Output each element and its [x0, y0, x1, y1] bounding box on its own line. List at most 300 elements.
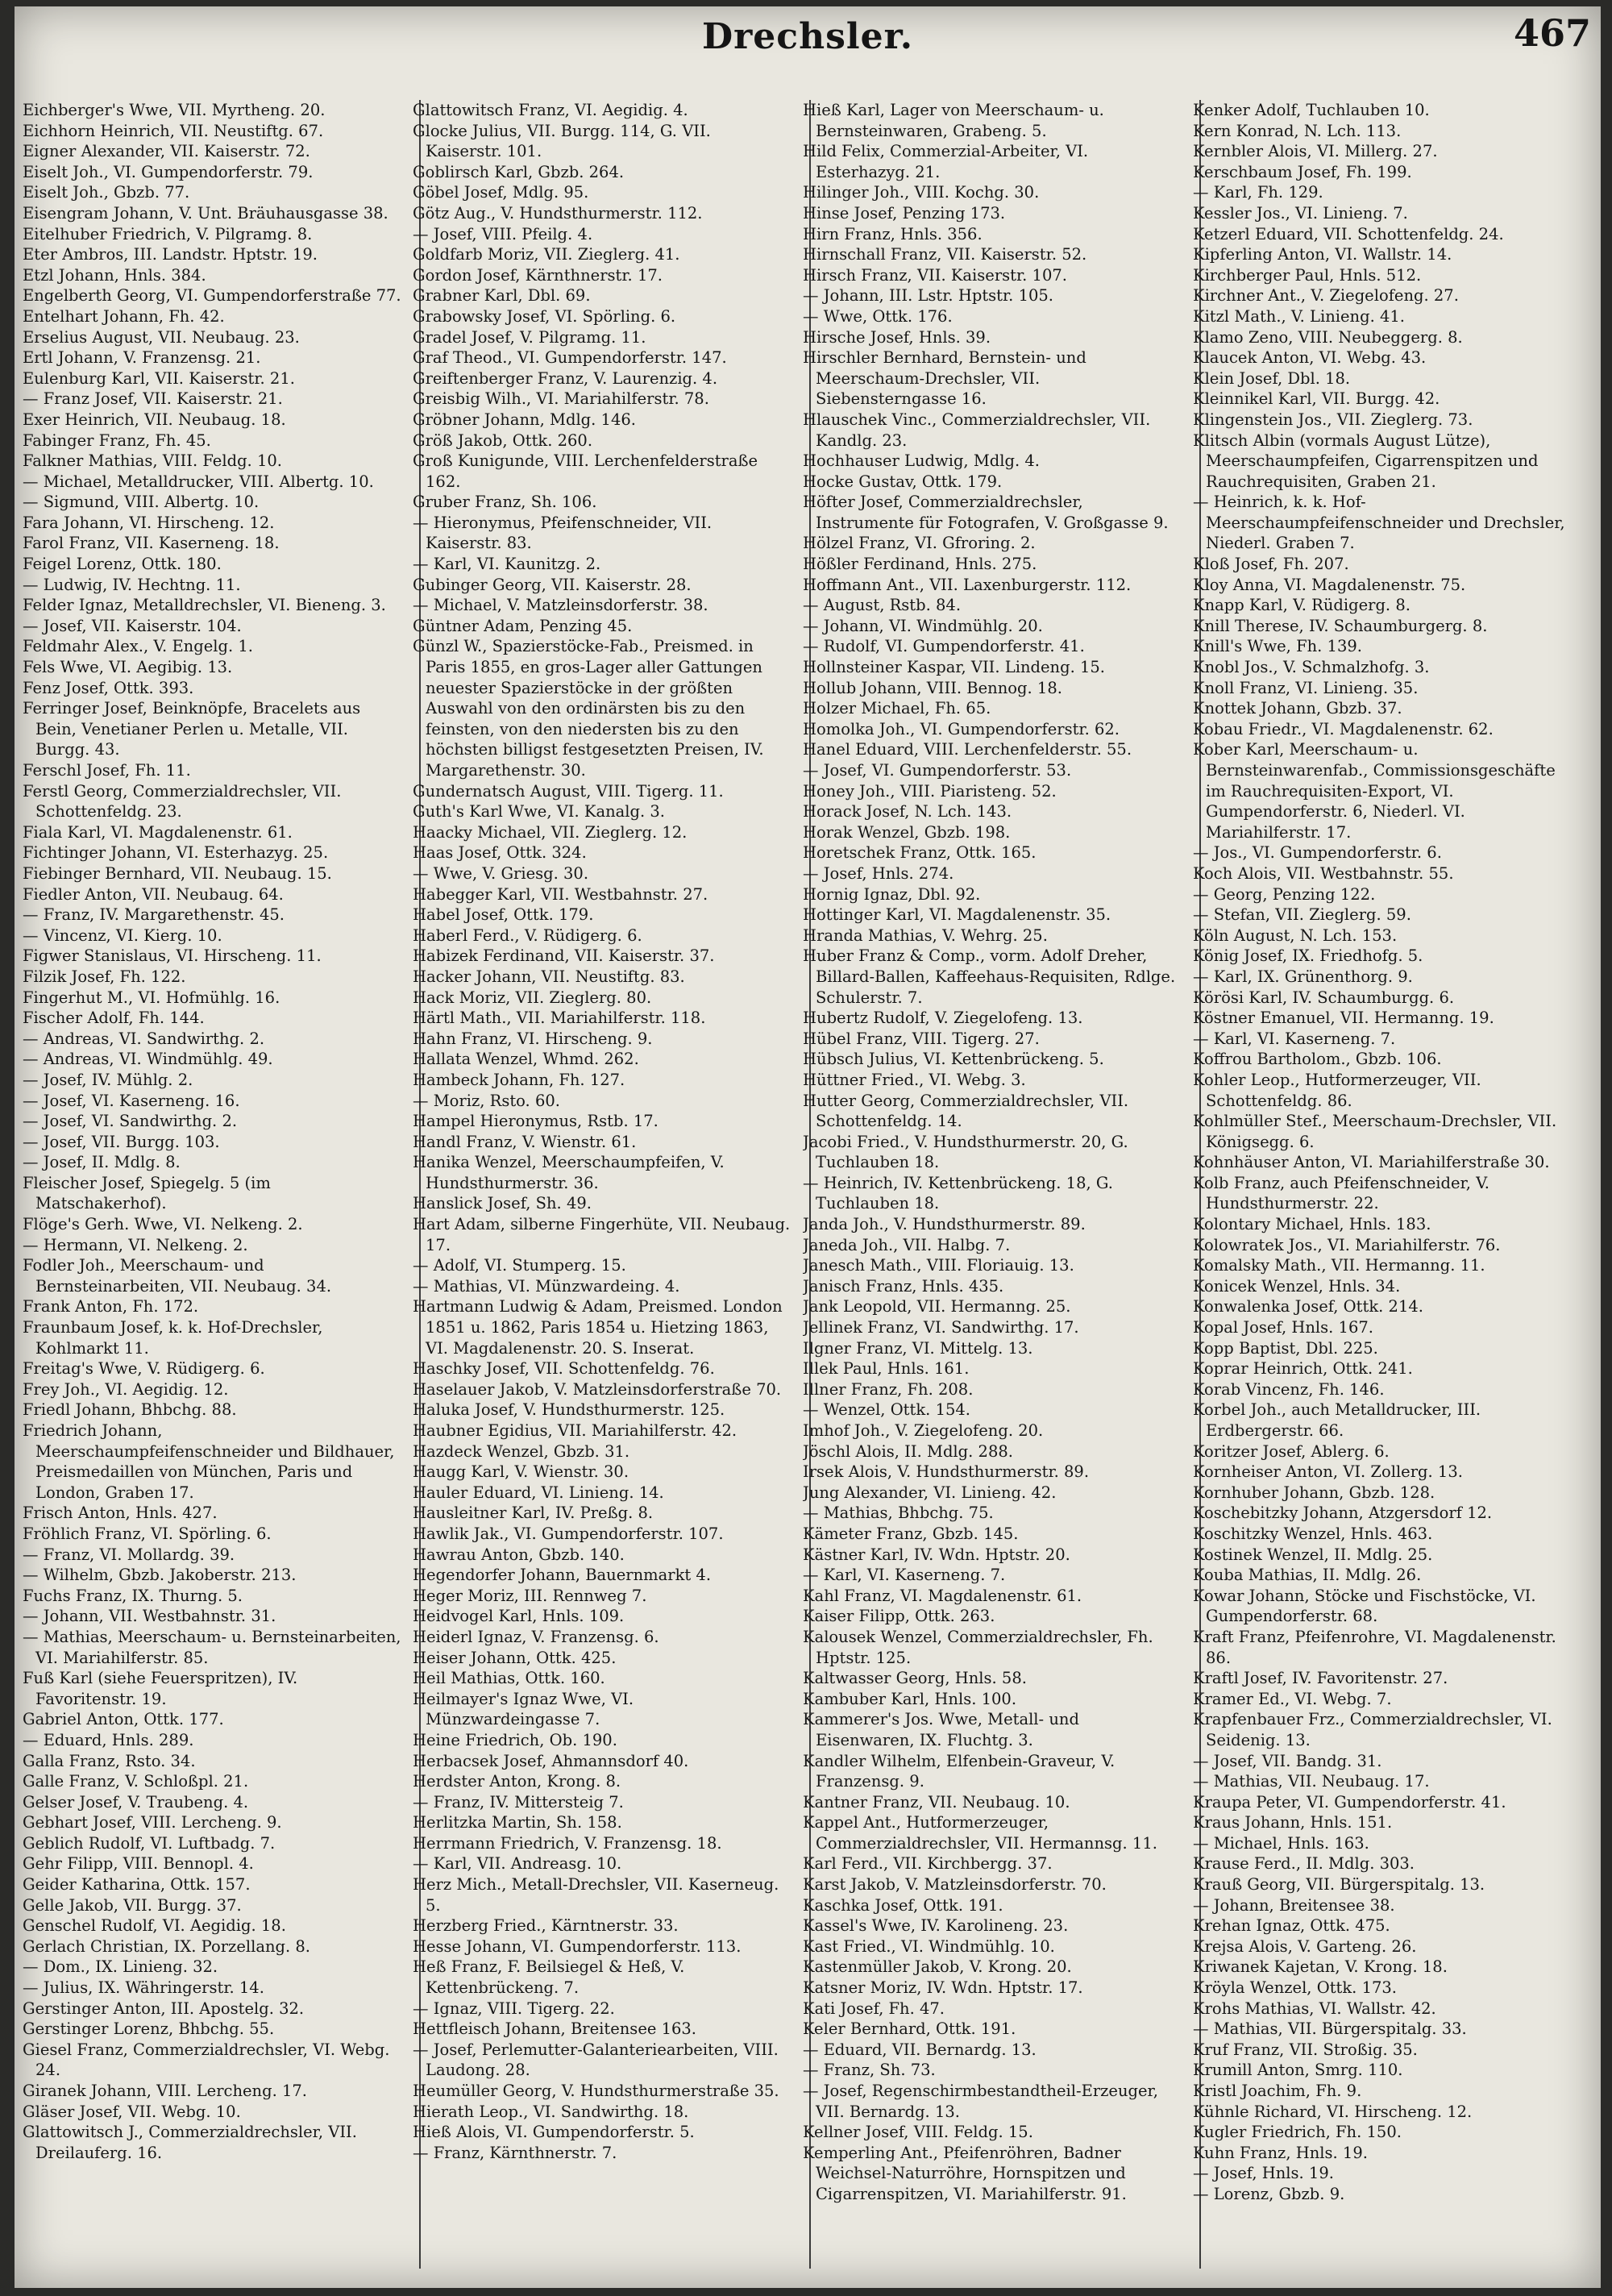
directory-entry: Feldmahr Alex., V. Engelg. 1. [23, 637, 253, 656]
directory-entry: Kraftl Josef, IV. Favoritenstr. 27. [1193, 1669, 1448, 1688]
directory-entry: Konicek Wenzel, Hnls. 34. [1193, 1276, 1401, 1296]
directory-entry: Größ Jakob, Ottk. 260. [413, 430, 593, 450]
directory-entry: Hranda Mathias, V. Wehrg. 25. [803, 925, 1048, 945]
directory-entry: Fiebinger Bernhard, VII. Neubaug. 15. [23, 863, 332, 883]
directory-entry: Hößler Ferdinand, Hnls. 275. [803, 555, 1037, 574]
directory-entry: Koch Alois, VII. Westbahnstr. 55. [1193, 863, 1454, 883]
directory-entry: Herz Mich., Metall-Drechsler, VII. Kaserneug. 5. [413, 1875, 779, 1915]
directory-entry: Hübsch Julius, VI. Kettenbrückeng. 5. [803, 1050, 1104, 1069]
directory-entry: Hirn Franz, Hnls. 356. [803, 224, 983, 243]
directory-entry: Hampel Hieronymus, Rstb. 17. [413, 1112, 659, 1131]
directory-entry: — Mathias, VI. Münzwardeing. 4. [413, 1276, 680, 1296]
directory-entry: Etzl Johann, Hnls. 384. [23, 265, 206, 285]
directory-entry: Kober Karl, Meerschaum- u. Bernsteinwarenfab., Commissionsgeschäfte im Rauchrequisiten-Export, VI. Gumpendorferstr. 6, Niederl. VI. Mariahilferstr. 17. [1193, 740, 1556, 842]
directory-entry: Huber Franz & Comp., vorm. Adolf Dreher, Billard-Ballen, Kaffeehaus-Requisiten, Rdlge. Schulerstr. 7. [803, 946, 1176, 1007]
directory-entry: Greiftenberger Franz, V. Laurenzig. 4. [413, 368, 718, 388]
directory-entry: Kämeter Franz, Gbzb. 145. [803, 1524, 1019, 1543]
directory-entry: Jöschl Alois, II. Mdlg. 288. [803, 1441, 1013, 1461]
page-number: 467 [1513, 11, 1591, 55]
directory-entry: Kitzl Math., V. Linieng. 41. [1193, 306, 1405, 326]
directory-entry: Kappel Ant., Hutformerzeuger, Commerzialdrechsler, VII. Hermannsg. 11. [803, 1813, 1157, 1853]
directory-entry: Kantner Franz, VII. Neubaug. 10. [803, 1792, 1070, 1811]
directory-entry: — Mathias, VII. Neubaug. 17. [1193, 1772, 1430, 1791]
directory-column-3 [803, 100, 1182, 2269]
directory-entry: Haas Josef, Ottk. 324. [413, 843, 587, 863]
directory-entry: Gelle Jakob, VII. Burgg. 37. [23, 1895, 242, 1915]
directory-entry: Heil Mathias, Ottk. 160. [413, 1669, 605, 1688]
directory-entry: Kaschka Josef, Ottk. 191. [803, 1895, 1003, 1915]
directory-entry: Eichberger's Wwe, VII. Myrtheng. 20. [23, 101, 326, 119]
directory-entry: Klein Josef, Dbl. 18. [1193, 368, 1351, 388]
directory-entry: — Andreas, VI. Windmühlg. 49. [23, 1050, 273, 1069]
directory-entry: — Josef, VII. Kaiserstr. 104. [23, 616, 242, 635]
directory-entry: Haubner Egidius, VII. Mariahilferstr. 42. [413, 1421, 737, 1440]
directory-entry: Krohs Mathias, VI. Wallstr. 42. [1193, 1999, 1436, 2018]
directory-entry: — Rudolf, VI. Gumpendorferstr. 41. [803, 637, 1085, 656]
directory-entry: Gruber Franz, Sh. 106. [413, 493, 597, 512]
directory-entry: Irsek Alois, V. Hundsthurmerstr. 89. [803, 1462, 1090, 1482]
directory-entry: Friedl Johann, Bhbchg. 88. [23, 1400, 237, 1420]
directory-entry: Feigel Lorenz, Ottk. 180. [23, 555, 222, 574]
directory-entry: — Josef, Regenschirmbestandtheil-Erzeuger, VII. Bernardg. 13. [803, 2082, 1158, 2121]
directory-entry: — Lorenz, Gbzb. 9. [1193, 2184, 1345, 2203]
directory-entry: — Karl, VI. Kaserneng. 7. [1193, 1029, 1396, 1048]
directory-entry: Kristl Joachim, Fh. 9. [1193, 2082, 1362, 2100]
directory-entry: Knill's Wwe, Fh. 139. [1193, 637, 1362, 656]
directory-entry: Heine Friedrich, Ob. 190. [413, 1730, 617, 1749]
directory-entry: Fels Wwe, VI. Aegibig. 13. [23, 658, 233, 677]
directory-entry: Gabriel Anton, Ottk. 177. [23, 1710, 224, 1729]
directory-entry: Eitelhuber Friedrich, V. Pilgramg. 8. [23, 224, 313, 243]
directory-entry: Jung Alexander, VI. Linieng. 42. [803, 1483, 1057, 1502]
directory-entry: Kahl Franz, VI. Magdalenenstr. 61. [803, 1586, 1082, 1605]
directory-entry: Exer Heinrich, VII. Neubaug. 18. [23, 410, 286, 429]
directory-entry: Fabinger Franz, Fh. 45. [23, 430, 211, 450]
directory-entry: — Stefan, VII. Zieglerg. 59. [1193, 905, 1411, 925]
directory-entry: Grabner Karl, Dbl. 69. [413, 286, 591, 306]
directory-entry: — Michael, Metalldrucker, VIII. Albertg. 10. [23, 472, 374, 491]
directory-entry: Kati Josef, Fh. 47. [803, 1999, 945, 2018]
directory-entry: Karl Ferd., VII. Kirchbergg. 37. [803, 1854, 1053, 1874]
directory-entry: Heilmayer's Ignaz Wwe, VI. Münzwardeingasse 7. [413, 1689, 634, 1729]
directory-entry: Fuchs Franz, IX. Thurng. 5. [23, 1586, 243, 1605]
directory-entry: Engelberth Georg, VI. Gumpendorferstraße 77. [23, 286, 401, 306]
directory-entry: Gelser Josef, V. Traubeng. 4. [23, 1792, 249, 1811]
directory-entry: Komalsky Math., VII. Hermanng. 11. [1193, 1256, 1485, 1275]
directory-entry: — Josef, VII. Bandg. 31. [1193, 1751, 1382, 1770]
directory-entry: — Karl, Fh. 129. [1193, 183, 1323, 202]
directory-entry: Hart Adam, silberne Fingerhüte, VII. Neubaug. 17. [413, 1215, 791, 1254]
directory-entry: Fara Johann, VI. Hirscheng. 12. [23, 513, 275, 532]
directory-entry: Frey Joh., VI. Aegidig. 12. [23, 1379, 229, 1399]
directory-entry: Katsner Moriz, IV. Wdn. Hptstr. 17. [803, 1978, 1083, 1998]
directory-entry: — Josef, VI. Kaserneng. 16. [23, 1091, 240, 1110]
directory-entry: Korab Vincenz, Fh. 146. [1193, 1379, 1385, 1399]
directory-entry: — Sigmund, VIII. Albertg. 10. [23, 493, 260, 512]
directory-entry: Graf Theod., VI. Gumpendorferstr. 147. [413, 348, 727, 368]
directory-entry: Herdster Anton, Krong. 8. [413, 1772, 621, 1791]
directory-columns [23, 100, 1574, 2269]
directory-entry: Ilgner Franz, VI. Mittelg. 13. [803, 1338, 1033, 1358]
directory-entry: Krejsa Alois, V. Garteng. 26. [1193, 1936, 1417, 1956]
directory-entry: Kolontary Michael, Hnls. 183. [1193, 1215, 1431, 1234]
directory-entry: Janesch Math., VIII. Floriauig. 13. [803, 1256, 1074, 1275]
directory-entry: Entelhart Johann, Fh. 42. [23, 306, 225, 326]
directory-entry: Hlauschek Vinc., Commerzialdrechsler, VII. Kandlg. 23. [803, 410, 1151, 450]
directory-entry: Kühnle Richard, VI. Hirscheng. 12. [1193, 2102, 1473, 2121]
directory-entry: Kopal Josef, Hnls. 167. [1193, 1318, 1373, 1337]
directory-entry: Kaltwasser Georg, Hnls. 58. [803, 1669, 1027, 1688]
directory-entry: Geider Katharina, Ottk. 157. [23, 1875, 251, 1895]
directory-entry: Köstner Emanuel, VII. Hermanng. 19. [1193, 1009, 1494, 1028]
directory-entry: Giranek Johann, VIII. Lercheng. 17. [23, 2082, 307, 2100]
directory-entry: Kloy Anna, VI. Magdalenenstr. 75. [1193, 575, 1466, 594]
directory-entry: Hawrau Anton, Gbzb. 140. [413, 1545, 625, 1564]
directory-entry: Hornig Ignaz, Dbl. 92. [803, 884, 981, 904]
directory-entry: Janisch Franz, Hnls. 435. [803, 1276, 1004, 1296]
directory-entry: — Michael, Hnls. 163. [1193, 1833, 1369, 1853]
directory-entry: Fuß Karl (siehe Feuerspritzen), IV. Favoritenstr. 19. [23, 1669, 298, 1708]
directory-entry: Frisch Anton, Hnls. 427. [23, 1504, 218, 1523]
directory-entry: Guth's Karl Wwe, VI. Kanalg. 3. [413, 802, 665, 821]
directory-entry: Flöge's Gerh. Wwe, VI. Nelkeng. 2. [23, 1215, 303, 1234]
directory-entry: Erselius August, VII. Neubaug. 23. [23, 327, 300, 347]
directory-entry: — Franz, Kärnthnerstr. 7. [413, 2143, 617, 2162]
directory-entry: Fraunbaum Josef, k. k. Hof-Drechsler, Kohlmarkt 11. [23, 1318, 323, 1358]
directory-entry: — August, Rstb. 84. [803, 596, 962, 615]
directory-entry: Hirnschall Franz, VII. Kaiserstr. 52. [803, 245, 1087, 264]
directory-entry: Herrmann Friedrich, V. Franzensg. 18. [413, 1833, 722, 1853]
directory-entry: Kramer Ed., VI. Webg. 7. [1193, 1689, 1392, 1708]
directory-entry: Krapfenbauer Frz., Commerzialdrechsler, VI. Seidenig. 13. [1193, 1710, 1552, 1749]
directory-entry: Kandler Wilhelm, Elfenbein-Graveur, V. Franzensg. 9. [803, 1751, 1116, 1791]
directory-entry: Kipferling Anton, VI. Wallstr. 14. [1193, 245, 1452, 264]
directory-entry: Kemperling Ant., Pfeifenröhren, Badner Weichsel-Naturröhre, Hornspitzen und Cigarrenspitzen, VI. Mariahilferstr. 91. [803, 2143, 1127, 2203]
directory-entry: Galle Franz, V. Schloßpl. 21. [23, 1772, 249, 1791]
directory-entry: Körösi Karl, IV. Schaumburgg. 6. [1193, 988, 1455, 1007]
directory-entry: Hack Moriz, VII. Zieglerg. 80. [413, 988, 652, 1007]
directory-entry: Eulenburg Karl, VII. Kaiserstr. 21. [23, 368, 295, 388]
directory-entry: Kästner Karl, IV. Wdn. Hptstr. 20. [803, 1545, 1070, 1564]
directory-entry: — Josef, IV. Mühlg. 2. [23, 1070, 193, 1089]
directory-entry: — Wilhelm, Gbzb. Jakoberstr. 213. [23, 1566, 297, 1585]
directory-entry: Kambuber Karl, Hnls. 100. [803, 1689, 1017, 1708]
directory-entry: Hirschler Bernhard, Bernstein- und Meerschaum-Drechsler, VII. Siebensterngasse 16. [803, 348, 1086, 409]
directory-entry: Kraupa Peter, VI. Gumpendorferstr. 41. [1193, 1792, 1506, 1811]
directory-entry: Kellner Josef, VIII. Feldg. 15. [803, 2123, 1033, 2142]
directory-entry: Friedrich Johann, Meerschaumpfeifenschneider und Bildhauer, Preismedaillen von München, Paris und London, Graben 17. [23, 1421, 395, 1502]
directory-entry: Jacobi Fried., V. Hundsthurmerstr. 20, G. Tuchlauben 18. [803, 1132, 1128, 1172]
directory-entry: Kuhn Franz, Hnls. 19. [1193, 2143, 1368, 2162]
directory-entry: Herzberg Fried., Kärntnerstr. 33. [413, 1916, 679, 1936]
directory-entry: — Karl, VI. Kaunitzg. 2. [413, 555, 601, 574]
directory-entry: Krauß Georg, VII. Bürgerspitalg. 13. [1193, 1875, 1485, 1895]
directory-entry: Eichhorn Heinrich, VII. Neustiftg. 67. [23, 121, 324, 140]
directory-entry: Kornheiser Anton, VI. Zollerg. 13. [1193, 1462, 1463, 1482]
directory-entry: — Franz, IV. Mittersteig 7. [413, 1792, 624, 1811]
directory-entry: Kast Fried., VI. Windmühlg. 10. [803, 1936, 1055, 1956]
directory-entry: — Heinrich, k. k. Hof-Meerschaumpfeifenschneider und Drechsler, Niederl. Graben 7. [1193, 493, 1565, 553]
directory-entry: — Josef, VII. Burgg. 103. [23, 1132, 220, 1151]
directory-entry: Haacky Michael, VII. Zieglerg. 12. [413, 822, 688, 842]
directory-entry: Eiselt Joh., Gbzb. 77. [23, 183, 190, 202]
directory-entry: Kriwanek Kajetan, V. Krong. 18. [1193, 1957, 1448, 1977]
directory-entry: Ertl Johann, V. Franzensg. 21. [23, 348, 261, 368]
directory-entry: — Wwe, V. Griesg. 30. [413, 863, 589, 883]
directory-entry: — Franz, Sh. 73. [803, 2061, 936, 2080]
directory-entry: — Ludwig, IV. Hechtng. 11. [23, 575, 241, 594]
directory-entry: Kohlmüller Stef., Meerschaum-Drechsler, VII. Königsegg. 6. [1193, 1112, 1557, 1151]
directory-entry: Heumüller Georg, V. Hundsthurmerstraße 35. [413, 2082, 779, 2100]
directory-entry: Hierath Leop., VI. Sandwirthg. 18. [413, 2102, 689, 2121]
directory-entry: Haschky Josef, VII. Schottenfeldg. 76. [413, 1359, 715, 1379]
directory-entry: — Josef, VI. Gumpendorferstr. 53. [803, 761, 1072, 780]
directory-entry: — Julius, IX. Währingerstr. 14. [23, 1978, 264, 1998]
directory-entry: Kopp Baptist, Dbl. 225. [1193, 1338, 1378, 1358]
directory-entry: — Ignaz, VIII. Tigerg. 22. [413, 1999, 615, 2018]
directory-entry: Kugler Friedrich, Fh. 150. [1193, 2123, 1402, 2142]
directory-entry: — Moriz, Rsto. 60. [413, 1091, 560, 1110]
directory-entry: — Eduard, VII. Bernardg. 13. [803, 2040, 1037, 2059]
directory-entry: Farol Franz, VII. Kaserneng. 18. [23, 534, 280, 553]
directory-entry: — Josef, Hnls. 274. [803, 863, 954, 883]
directory-entry: Krumill Anton, Smrg. 110. [1193, 2061, 1403, 2080]
directory-entry: Kohnhäuser Anton, VI. Mariahilferstraße 30. [1193, 1153, 1550, 1172]
directory-entry: — Johann, III. Lstr. Hptstr. 105. [803, 286, 1053, 306]
directory-entry: Eter Ambros, III. Landstr. Hptstr. 19. [23, 245, 318, 264]
directory-entry: Kessler Jos., VI. Linieng. 7. [1193, 203, 1408, 223]
directory-entry: Hacker Johann, VII. Neustiftg. 83. [413, 967, 685, 986]
directory-entry: Filzik Josef, Fh. 122. [23, 967, 186, 986]
directory-entry: Hettfleisch Johann, Breitensee 163. [413, 2019, 697, 2039]
directory-entry: Herbacsek Josef, Ahmannsdorf 40. [413, 1751, 689, 1770]
directory-entry: Groß Kunigunde, VIII. Lerchenfelderstraße 162. [413, 451, 758, 491]
directory-entry: Konwalenka Josef, Ottk. 214. [1193, 1297, 1423, 1316]
directory-entry: Janda Joh., V. Hundsthurmerstr. 89. [803, 1215, 1086, 1234]
directory-entry: — Wenzel, Ottk. 154. [803, 1400, 970, 1420]
directory-entry: Kerschbaum Josef, Fh. 199. [1193, 162, 1412, 181]
directory-entry: — Eduard, Hnls. 289. [23, 1730, 194, 1749]
directory-entry: Knapp Karl, V. Rüdigerg. 8. [1193, 596, 1410, 615]
directory-entry: Eiselt Joh., VI. Gumpendorferstr. 79. [23, 162, 314, 181]
directory-entry: Horack Josef, N. Lch. 143. [803, 802, 1012, 821]
directory-entry: Haselauer Jakob, V. Matzleinsdorferstraße 70. [413, 1379, 782, 1399]
page-title: Drechsler. [701, 16, 914, 57]
directory-entry: Hanslick Josef, Sh. 49. [413, 1194, 592, 1213]
directory-entry: Knill Therese, IV. Schaumburgerg. 8. [1193, 616, 1488, 635]
directory-entry: Knobl Jos., V. Schmalzhofg. 3. [1193, 658, 1430, 677]
directory-entry: Kalousek Wenzel, Commerzialdrechsler, Fh. Hptstr. 125. [803, 1627, 1153, 1667]
directory-entry: Hocke Gustav, Ottk. 179. [803, 472, 1003, 491]
directory-entry: — Hieronymus, Pfeifenschneider, VII. Kaiserstr. 83. [413, 513, 713, 553]
directory-entry: Krehan Ignaz, Ottk. 475. [1193, 1916, 1390, 1936]
directory-entry: Haugg Karl, V. Wienstr. 30. [413, 1462, 629, 1482]
directory-entry: Koffrou Bartholom., Gbzb. 106. [1193, 1050, 1442, 1069]
directory-entry: Kirchner Ant., V. Ziegelofeng. 27. [1193, 286, 1459, 306]
directory-entry: Freitag's Wwe, V. Rüdigerg. 6. [23, 1359, 265, 1379]
directory-entry: Hölzel Franz, VI. Gfroring. 2. [803, 534, 1036, 553]
directory-entry: Gebhart Josef, VIII. Lercheng. 9. [23, 1813, 282, 1832]
directory-entry: Kouba Mathias, II. Mdlg. 26. [1193, 1566, 1422, 1585]
directory-entry: Güntner Adam, Penzing 45. [413, 616, 633, 635]
directory-entry: Koschitzky Wenzel, Hnls. 463. [1193, 1524, 1433, 1543]
directory-entry: Hollub Johann, VIII. Bennog. 18. [803, 678, 1062, 697]
directory-entry: Götz Aug., V. Hundsthurmerstr. 112. [413, 203, 703, 223]
directory-entry: — Karl, VI. Kaserneng. 7. [803, 1566, 1006, 1585]
directory-entry: Fodler Joh., Meerschaum- und Bernsteinarbeiten, VII. Neubaug. 34. [23, 1256, 332, 1296]
directory-entry: Hüttner Fried., VI. Webg. 3. [803, 1070, 1026, 1089]
directory-entry: Koprar Heinrich, Ottk. 241. [1193, 1359, 1413, 1379]
directory-entry: — Franz, VI. Mollardg. 39. [23, 1545, 235, 1564]
directory-entry: — Mathias, Meerschaum- u. Bernsteinarbeiten, VI. Mariahilferstr. 85. [23, 1627, 401, 1667]
directory-entry: Kruf Franz, VII. Stroßig. 35. [1193, 2040, 1418, 2059]
directory-entry: Heidvogel Karl, Hnls. 109. [413, 1607, 625, 1626]
directory-entry: Gröbner Johann, Mdlg. 146. [413, 410, 636, 429]
directory-entry: Kostinek Wenzel, II. Mdlg. 25. [1193, 1545, 1433, 1564]
directory-entry: Glattowitsch Franz, VI. Aegidig. 4. [413, 101, 688, 119]
directory-entry: — Georg, Penzing 122. [1193, 884, 1376, 904]
directory-entry: — Heinrich, IV. Kettenbrückeng. 18, G. Tuchlauben 18. [803, 1173, 1113, 1213]
directory-entry: Hild Felix, Commerzial-Arbeiter, VI. Esterhazyg. 21. [803, 142, 1089, 181]
directory-entry: Hochhauser Ludwig, Mdlg. 4. [803, 451, 1041, 471]
directory-entry: Kraft Franz, Pfeifenrohre, VI. Magdalenenstr. 86. [1193, 1627, 1556, 1667]
directory-entry: Horak Wenzel, Gbzb. 198. [803, 822, 1011, 842]
directory-entry: — Adolf, VI. Stumperg. 15. [413, 1256, 626, 1275]
directory-entry: — Johann, VII. Westbahnstr. 31. [23, 1607, 276, 1626]
directory-entry: Herlitzka Martin, Sh. 158. [413, 1813, 622, 1832]
directory-entry: Kraus Johann, Hnls. 151. [1193, 1813, 1393, 1832]
directory-entry: Heiderl Ignaz, V. Franzensg. 6. [413, 1627, 659, 1646]
directory-entry: — Mathias, VII. Bürgerspitalg. 33. [1193, 2019, 1467, 2039]
directory-column-4 [1193, 100, 1572, 2269]
directory-entry: Klingenstein Jos., VII. Zieglerg. 73. [1193, 410, 1473, 429]
directory-entry: Gordon Josef, Kärnthnerstr. 17. [413, 265, 663, 285]
directory-entry: — Josef, Hnls. 19. [1193, 2164, 1334, 2183]
directory-entry: Klamo Zeno, VIII. Neubeggerg. 8. [1193, 327, 1463, 347]
directory-entry: Gubinger Georg, VII. Kaiserstr. 28. [413, 575, 692, 594]
directory-entry: Geblich Rudolf, VI. Luftbadg. 7. [23, 1833, 276, 1853]
directory-entry: Hutter Georg, Commerzialdrechsler, VII. Schottenfeldg. 14. [803, 1091, 1129, 1131]
directory-entry: Hambeck Johann, Fh. 127. [413, 1070, 625, 1089]
directory-entry: Horetschek Franz, Ottk. 165. [803, 843, 1037, 863]
directory-entry: Jank Leopold, VII. Hermanng. 25. [803, 1297, 1071, 1316]
directory-entry: Galla Franz, Rsto. 34. [23, 1751, 196, 1770]
directory-entry: Kowar Johann, Stöcke und Fischstöcke, VI. Gumpendorferstr. 68. [1193, 1586, 1536, 1626]
directory-entry: — Vincenz, VI. Kierg. 10. [23, 925, 222, 945]
directory-entry: Hinse Josef, Penzing 173. [803, 203, 1006, 223]
directory-entry: Kassel's Wwe, IV. Karolineng. 23. [803, 1916, 1069, 1936]
directory-entry: Ferringer Josef, Beinknöpfe, Bracelets aus Bein, Venetianer Perlen u. Metalle, VII. Burgg. 43. [23, 699, 361, 759]
directory-entry: Hallata Wenzel, Whmd. 262. [413, 1050, 639, 1069]
directory-entry: Handl Franz, V. Wienstr. 61. [413, 1132, 637, 1151]
directory-entry: Gerstinger Lorenz, Bhbchg. 55. [23, 2019, 275, 2039]
directory-entry: — Karl, IX. Grünenthorg. 9. [1193, 967, 1413, 986]
directory-entry: Fischer Adolf, Fh. 144. [23, 1009, 205, 1028]
directory-entry: Kaiser Filipp, Ottk. 263. [803, 1607, 995, 1626]
directory-entry: Grabowsky Josef, VI. Spörling. 6. [413, 306, 676, 326]
directory-entry: Eigner Alexander, VII. Kaiserstr. 72. [23, 142, 310, 161]
directory-entry: Fröhlich Franz, VI. Spörling. 6. [23, 1524, 272, 1543]
directory-entry: Gehr Filipp, VIII. Bennopl. 4. [23, 1854, 254, 1874]
directory-entry: — Mathias, Bhbchg. 75. [803, 1504, 994, 1523]
directory-entry: Knoll Franz, VI. Linieng. 35. [1193, 678, 1419, 697]
directory-entry: Keler Bernhard, Ottk. 191. [803, 2019, 1016, 2039]
directory-entry: Janeda Joh., VII. Halbg. 7. [803, 1235, 1011, 1254]
directory-entry: Hanel Eduard, VIII. Lerchenfelderstr. 55. [803, 740, 1132, 759]
directory-entry: Hollnsteiner Kaspar, VII. Lindeng. 15. [803, 658, 1106, 677]
directory-entry: Kobau Friedr., VI. Magdalenenstr. 62. [1193, 719, 1494, 738]
directory-entry: — Josef, VI. Sandwirthg. 2. [23, 1112, 238, 1131]
directory-entry: — Josef, VIII. Pfeilg. 4. [413, 224, 593, 243]
directory-entry: Köln August, N. Lch. 153. [1193, 925, 1398, 945]
directory-entry: Imhof Joh., V. Ziegelofeng. 20. [803, 1421, 1044, 1440]
directory-entry: Habegger Karl, VII. Westbahnstr. 27. [413, 884, 708, 904]
directory-entry: Hanika Wenzel, Meerschaumpfeifen, V. Hundsthurmerstr. 36. [413, 1153, 725, 1192]
directory-entry: Gläser Josef, VII. Webg. 10. [23, 2102, 241, 2121]
directory-entry: Kloß Josef, Fh. 207. [1193, 555, 1349, 574]
directory-entry: Holzer Michael, Fh. 65. [803, 699, 991, 718]
directory-entry: — Josef, Perlemutter-Galanteriearbeiten, VIII. Laudong. 28. [413, 2040, 779, 2080]
directory-entry: Kammerer's Jos. Wwe, Metall- und Eisenwaren, IX. Fluchtg. 3. [803, 1710, 1079, 1749]
directory-entry: Klaucek Anton, VI. Webg. 43. [1193, 348, 1427, 368]
page-header [15, 11, 1601, 68]
directory-entry: Korbel Joh., auch Metalldrucker, III. Erdbergerstr. 66. [1193, 1400, 1481, 1440]
directory-entry: Hieß Alois, VI. Gumpendorferstr. 5. [413, 2123, 695, 2142]
directory-entry: Hartmann Ludwig & Adam, Preismed. London 1851 u. 1862, Paris 1854 u. Hietzing 1863, VI. Magdalenenstr. 20. S. Inserat. [413, 1297, 783, 1358]
directory-entry: Hazdeck Wenzel, Gbzb. 31. [413, 1441, 630, 1461]
directory-entry: Honey Joh., VIII. Piaristeng. 52. [803, 781, 1057, 801]
directory-entry: Hoffmann Ant., VII. Laxenburgerstr. 112. [803, 575, 1132, 594]
directory-entry: Hauler Eduard, VI. Linieng. 14. [413, 1483, 664, 1502]
directory-entry: Fleischer Josef, Spiegelg. 5 (im Matschakerhof). [23, 1173, 271, 1213]
directory-entry: Koschebitzky Johann, Atzgersdorf 12. [1193, 1504, 1493, 1523]
directory-entry: Hubertz Rudolf, V. Ziegelofeng. 13. [803, 1009, 1083, 1028]
directory-entry: Günzl W., Spazierstöcke-Fab., Preismed. in Paris 1855, en gros-Lager aller Gattungen neuester Spazierstöcke in der größten Auswahl von den ordinärsten bis zu den feinsten, von den niedersten bis zu den höchsten billigst festgesetzten Preisen, IV. Margarethenstr. 30. [413, 637, 764, 780]
directory-entry: Fiedler Anton, VII. Neubaug. 64. [23, 884, 284, 904]
directory-entry: — Andreas, VI. Sandwirthg. 2. [23, 1029, 265, 1048]
directory-entry: Haluka Josef, V. Hundsthurmerstr. 125. [413, 1400, 725, 1420]
directory-entry: Habel Josef, Ottk. 179. [413, 905, 594, 925]
directory-entry: Hegendorfer Johann, Bauernmarkt 4. [413, 1566, 712, 1585]
directory-entry: Kröyla Wenzel, Ottk. 173. [1193, 1978, 1397, 1998]
directory-entry: Karst Jakob, V. Matzleinsdorferstr. 70. [803, 1875, 1107, 1895]
directory-entry: — Johann, Breitensee 38. [1193, 1895, 1395, 1915]
directory-entry: — Johann, VI. Windmühlg. 20. [803, 616, 1043, 635]
directory-entry: Höfter Josef, Commerzialdrechsler, Instrumente für Fotografen, V. Großgasse 9. [803, 493, 1169, 532]
directory-entry: Giesel Franz, Commerzialdrechsler, VI. Webg. 24. [23, 2040, 390, 2080]
directory-entry: Glocke Julius, VII. Burgg. 114, G. VII. Kaiserstr. 101. [413, 121, 711, 161]
directory-entry: Glattowitsch J., Commerzialdrechsler, VII. Dreilauferg. 16. [23, 2123, 357, 2162]
directory-entry: Gradel Josef, V. Pilgramg. 11. [413, 327, 646, 347]
directory-entry: Fenz Josef, Ottk. 393. [23, 678, 194, 697]
directory-entry: Ketzerl Eduard, VII. Schottenfeldg. 24. [1193, 224, 1504, 243]
directory-entry: Hahn Franz, VI. Hirscheng. 9. [413, 1029, 653, 1048]
directory-entry: Hirsche Josef, Hnls. 39. [803, 327, 991, 347]
directory-entry: Härtl Math., VII. Mariahilferstr. 118. [413, 1009, 706, 1028]
directory-entry: Knottek Johann, Gbzb. 37. [1193, 699, 1402, 718]
directory-entry: Genschel Rudolf, VI. Aegidig. 18. [23, 1916, 286, 1936]
directory-entry: Kastenmüller Jakob, V. Krong. 20. [803, 1957, 1072, 1977]
directory-entry: Goldfarb Moriz, VII. Zieglerg. 41. [413, 245, 680, 264]
directory-entry: Hottinger Karl, VI. Magdalenenstr. 35. [803, 905, 1111, 925]
directory-entry: Kleinnikel Karl, VII. Burgg. 42. [1193, 389, 1440, 409]
directory-entry: Hieß Karl, Lager von Meerschaum- u. Bernsteinwaren, Grabeng. 5. [803, 101, 1104, 140]
directory-entry: Habizek Ferdinand, VII. Kaiserstr. 37. [413, 946, 715, 966]
directory-entry: Kern Konrad, N. Lch. 113. [1193, 121, 1402, 140]
directory-entry: Fichtinger Johann, VI. Esterhazyg. 25. [23, 843, 329, 863]
directory-entry: Greisbig Wilh., VI. Mariahilferstr. 78. [413, 389, 709, 409]
directory-entry: — Michael, V. Matzleinsdorferstr. 38. [413, 596, 708, 615]
